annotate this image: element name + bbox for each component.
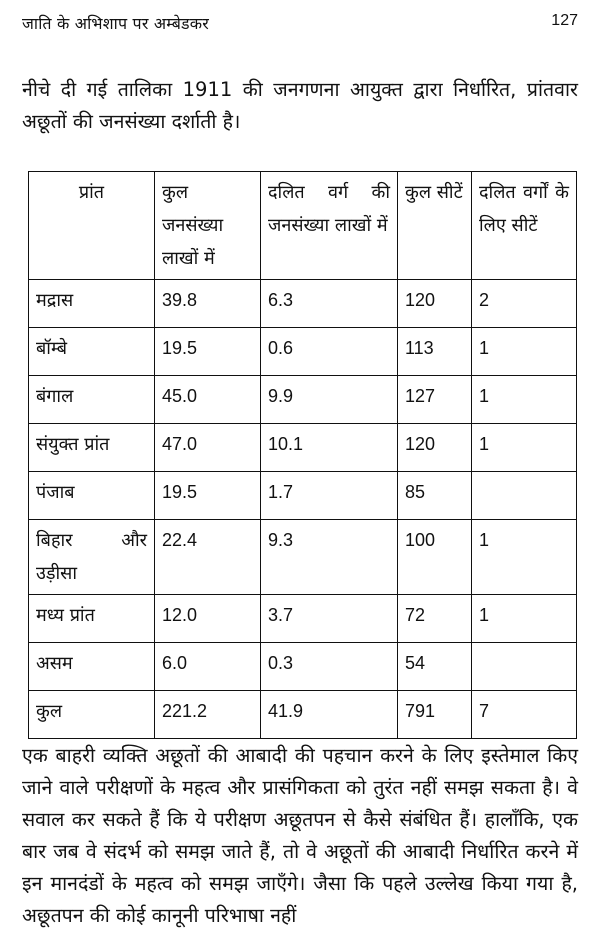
total-seats-cell: 120 [398, 424, 472, 472]
column-header-total-seats: कुल सीटें [398, 172, 472, 280]
dalit-seats-cell: 1 [472, 520, 577, 595]
column-header-province: प्रांत [29, 172, 155, 280]
dalit-population-cell: 9.3 [261, 520, 398, 595]
dalit-seats-cell [472, 472, 577, 520]
table-row [29, 328, 577, 376]
total-population-cell: 22.4 [155, 520, 261, 595]
total-population-cell: 6.0 [155, 643, 261, 691]
total-seats-cell: 85 [398, 472, 472, 520]
province-cell: बॉम्बे [29, 328, 155, 376]
column-header-dalit-seats: दलित वर्गों के लिए सीटें [472, 172, 577, 280]
table-total-row [29, 691, 577, 739]
total-seats-cell: 72 [398, 595, 472, 643]
running-head [22, 8, 578, 38]
dalit-seats-cell: 1 [472, 424, 577, 472]
page-number: 127 [551, 12, 578, 29]
province-cell: पंजाब [29, 472, 155, 520]
dalit-population-cell: 6.3 [261, 280, 398, 328]
dalit-seats-cell: 1 [472, 328, 577, 376]
province-cell: मध्य प्रांत [29, 595, 155, 643]
dalit-population-cell: 9.9 [261, 376, 398, 424]
table-row [29, 643, 577, 691]
dalit-population-cell: 41.9 [261, 691, 398, 739]
dalit-population-cell: 0.6 [261, 328, 398, 376]
intro-paragraph: नीचे दी गई तालिका 1911 की जनगणना आयुक्त द्वारा निर्धारित, प्रांतवार अछूतों की जनसंख्या दर्शाती है। [22, 78, 578, 133]
total-population-cell: 45.0 [155, 376, 261, 424]
running-title: जाति के अभिशाप पर अम्बेडकर [22, 14, 210, 33]
dalit-population-cell: 3.7 [261, 595, 398, 643]
total-seats-cell: 120 [398, 280, 472, 328]
total-seats-cell: 100 [398, 520, 472, 595]
dalit-seats-cell: 7 [472, 691, 577, 739]
column-header-dalit-population: दलित वर्ग की जनसंख्या लाखों में [261, 172, 398, 280]
body-paragraph: एक बाहरी व्यक्ति अछूतों की आबादी की पहचान करने के लिए इस्तेमाल किए जाने वाले परीक्षणों के महत्व और प्रासंगिकता को तुरंत नहीं समझ सकता है। वे सवाल कर सकते हैं कि ये परीक्षण अछूतपन से कैसे संबंधित हैं। हालाँकि, एक बार जब वे संदर्भ को समझ जाते हैं, तो वे अछूतों की आबादी निर्धारित करने में इन मानदंडों के महत्व को समझ जाएँगे। जैसा कि पहले उल्लेख किया गया है, अछूतपन की कोई कानूनी परिभाषा नहीं [22, 744, 578, 927]
dalit-seats-cell: 2 [472, 280, 577, 328]
dalit-population-cell: 0.3 [261, 643, 398, 691]
province-cell: कुल [29, 691, 155, 739]
province-cell: संयुक्त प्रांत [29, 424, 155, 472]
census-table [28, 171, 577, 739]
total-seats-cell: 54 [398, 643, 472, 691]
table-row [29, 424, 577, 472]
dalit-population-cell: 1.7 [261, 472, 398, 520]
dalit-population-cell: 10.1 [261, 424, 398, 472]
province-cell: असम [29, 643, 155, 691]
table-row [29, 520, 577, 595]
total-seats-cell: 113 [398, 328, 472, 376]
dalit-seats-cell [472, 643, 577, 691]
total-population-cell: 221.2 [155, 691, 261, 739]
province-cell: मद्रास [29, 280, 155, 328]
table-header-row [29, 172, 577, 280]
total-seats-cell: 791 [398, 691, 472, 739]
table-row [29, 472, 577, 520]
total-seats-cell: 127 [398, 376, 472, 424]
table-row [29, 595, 577, 643]
table-row [29, 280, 577, 328]
dalit-seats-cell: 1 [472, 595, 577, 643]
total-population-cell: 39.8 [155, 280, 261, 328]
province-cell: बिहार और उड़ीसा [29, 520, 155, 595]
total-population-cell: 19.5 [155, 328, 261, 376]
column-header-total-population: कुल जनसंख्या लाखों में [155, 172, 261, 280]
dalit-seats-cell: 1 [472, 376, 577, 424]
total-population-cell: 47.0 [155, 424, 261, 472]
total-population-cell: 12.0 [155, 595, 261, 643]
total-population-cell: 19.5 [155, 472, 261, 520]
province-cell: बंगाल [29, 376, 155, 424]
table-row [29, 376, 577, 424]
